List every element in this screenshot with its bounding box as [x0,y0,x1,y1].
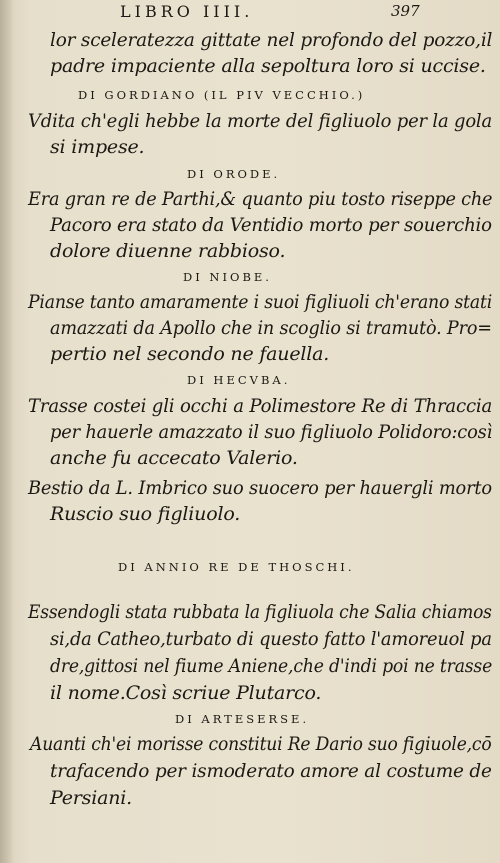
text-line: il nome.Così scriue Plutarco. [50,682,322,704]
text-line: lor sceleratezza gittate nel profondo del pozzo,il [50,29,493,51]
text-line: anche fu accecato Valerio. [50,447,298,469]
section-heading-arteserse: DI ARTESERSE. [175,712,310,726]
section-heading-annio: DI ANNIO RE DE THOSCHI. [118,560,355,574]
page-number: 397 [391,2,420,20]
text-line: Essendogli stata rubbata la figliuola che Salia chiamos [28,601,492,623]
text-line: dolore diuenne rabbioso. [50,240,286,262]
text-line: Auanti ch'ei morisse constitui Re Dario suo figiuole,cō [30,733,492,755]
text-line: padre impaciente alla sepoltura loro si uccise. [50,55,486,77]
text-line: Vdita ch'egli hebbe la morte del figliuolo per la gola [28,110,493,132]
text-line: Persiani. [50,787,132,809]
section-heading-gordiano: DI GORDIANO (IL PIV VECCHIO.) [78,88,366,102]
text-line: Era gran re de Parthi,& quanto piu tosto riseppe che [28,188,493,210]
section-heading-orode: DI ORODE. [187,167,281,181]
text-line: Ruscio suo figliuolo. [50,503,241,525]
section-heading-hecuba: DI HECVBA. [187,373,291,387]
text-line: Bestio da L. Imbrico suo suocero per hauergli morto [28,477,492,499]
text-line: dre,gittosi nel fiume Aniene,che d'indi poi ne trasse [50,655,493,677]
text-line: amazzati da Apollo che in scoglio si tramutò. Pro= [50,317,492,339]
text-line: trafacendo per ismoderato amore al costume de [50,760,492,782]
text-line: per hauerle amazzato il suo figliuolo Polidoro:così [50,421,493,443]
text-line: si impese. [50,136,145,158]
running-title: LIBRO IIII. [120,2,254,21]
page-gutter-shadow [0,0,14,863]
text-line: si,da Catheo,turbato di questo fatto l'amoreuol pa [50,628,492,650]
text-line: pertio nel secondo ne fauella. [50,343,330,365]
text-line: Pianse tanto amaramente i suoi figliuoli ch'erano stati [28,291,493,313]
text-line: Pacoro era stato da Ventidio morto per souerchio [50,214,492,236]
text-line: Trasse costei gli occhi a Polimestore Re di Thraccia [28,395,493,417]
section-heading-niobe: DI NIOBE. [183,270,272,284]
